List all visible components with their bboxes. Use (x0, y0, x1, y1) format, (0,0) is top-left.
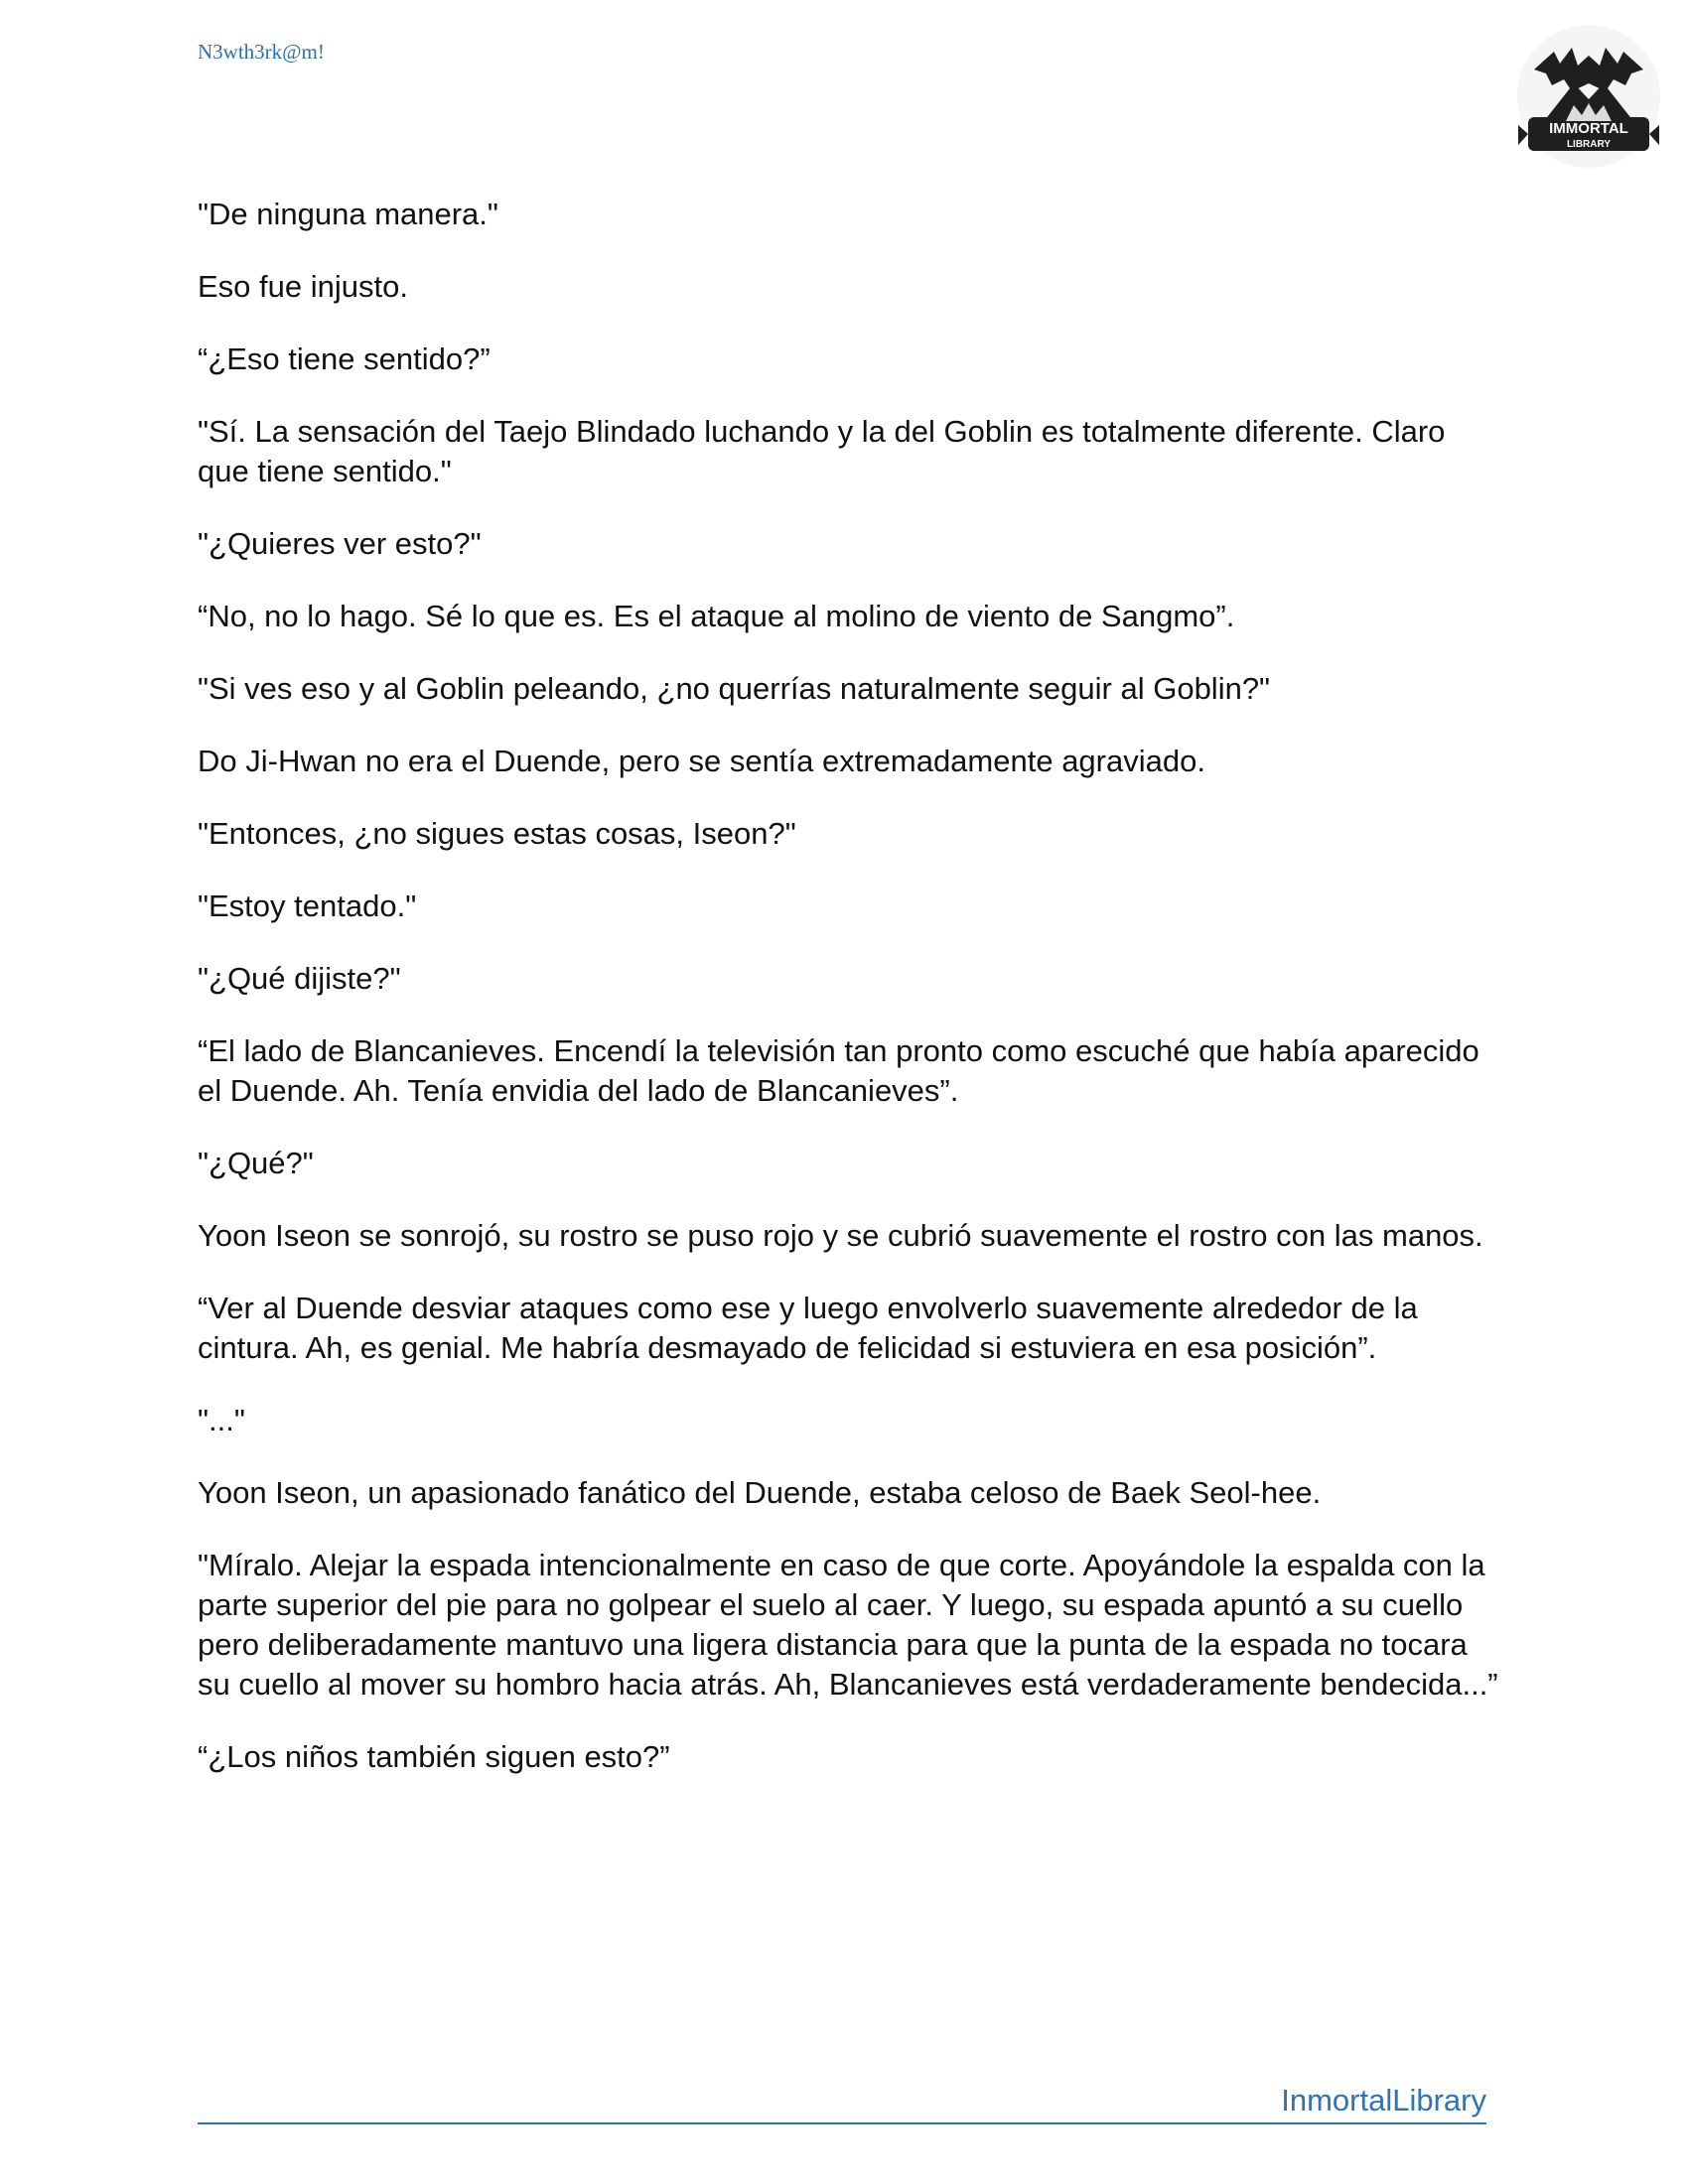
paragraph: "Estoy tentado." (198, 888, 417, 923)
paragraph: Do Ji-Hwan no era el Duende, pero se sentía extremadamente agraviado. (198, 744, 1205, 778)
paragraph: “¿Eso tiene sentido?” (198, 341, 491, 376)
paragraph: "De ninguna manera." (198, 197, 498, 231)
paragraph: Eso fue injusto. (198, 269, 408, 304)
paragraph: "Míralo. Alejar la espada intencionalmente en caso de que corte. Apoyándole la espalda con la parte superior del pie para no golpear el suelo al caer. Y luego, su espada apuntó a su cuello pero deliberadamente mantuvo una ligera distancia para que la punta de la espada no tocara su cuello al mover su hombro hacia atrás. Ah, Blancanieves está verdaderamente bendecida...” (198, 1548, 1498, 1702)
paragraph: “No, no lo hago. Sé lo que es. Es el ataque al molino de viento de Sangmo”. (198, 599, 1235, 633)
paragraph: Yoon Iseon, un apasionado fanático del Duende, estaba celoso de Baek Seol-hee. (198, 1475, 1322, 1510)
body-text (198, 195, 1498, 1810)
paragraph: "¿Qué?" (198, 1146, 314, 1180)
paragraph: "¿Qué dijiste?" (198, 961, 401, 996)
paragraph: “Ver al Duende desviar ataques como ese y luego envolverlo suavemente alrededor de la cintura. Ah, es genial. Me habría desmayado de felicidad si estuviera en esa posición”. (198, 1291, 1418, 1365)
paragraph: “¿Los niños también siguen esto?” (198, 1739, 670, 1774)
paragraph: "¿Quieres ver esto?" (198, 526, 482, 561)
paragraph: Yoon Iseon se sonrojó, su rostro se puso rojo y se cubrió suavemente el rostro con las manos. (198, 1218, 1483, 1253)
logo-line-2: LIBRARY (1566, 139, 1612, 150)
footer (198, 2081, 1486, 2124)
paragraph: “El lado de Blancanieves. Encendí la televisión tan pronto como escuché que había aparecido el Duende. Ah. Tenía envidia del lado de Blancanieves”. (198, 1033, 1479, 1108)
logo-line-1: IMMORTAL (1549, 120, 1628, 137)
header-tag: N3wth3rk@m! (198, 40, 325, 64)
paragraph: "Entonces, ¿no sigues estas cosas, Iseon?" (198, 816, 796, 851)
paragraph: "..." (198, 1403, 245, 1437)
footer-link-inmortallibrary[interactable]: InmortalLibrary (1281, 2083, 1486, 2117)
immortal-library-logo-icon (1514, 22, 1663, 171)
paragraph: "Si ves eso y al Goblin peleando, ¿no querrías naturalmente seguir al Goblin?" (198, 671, 1271, 706)
paragraph: "Sí. La sensación del Taejo Blindado luchando y la del Goblin es totalmente diferente. Claro que tiene sentido." (198, 414, 1446, 488)
